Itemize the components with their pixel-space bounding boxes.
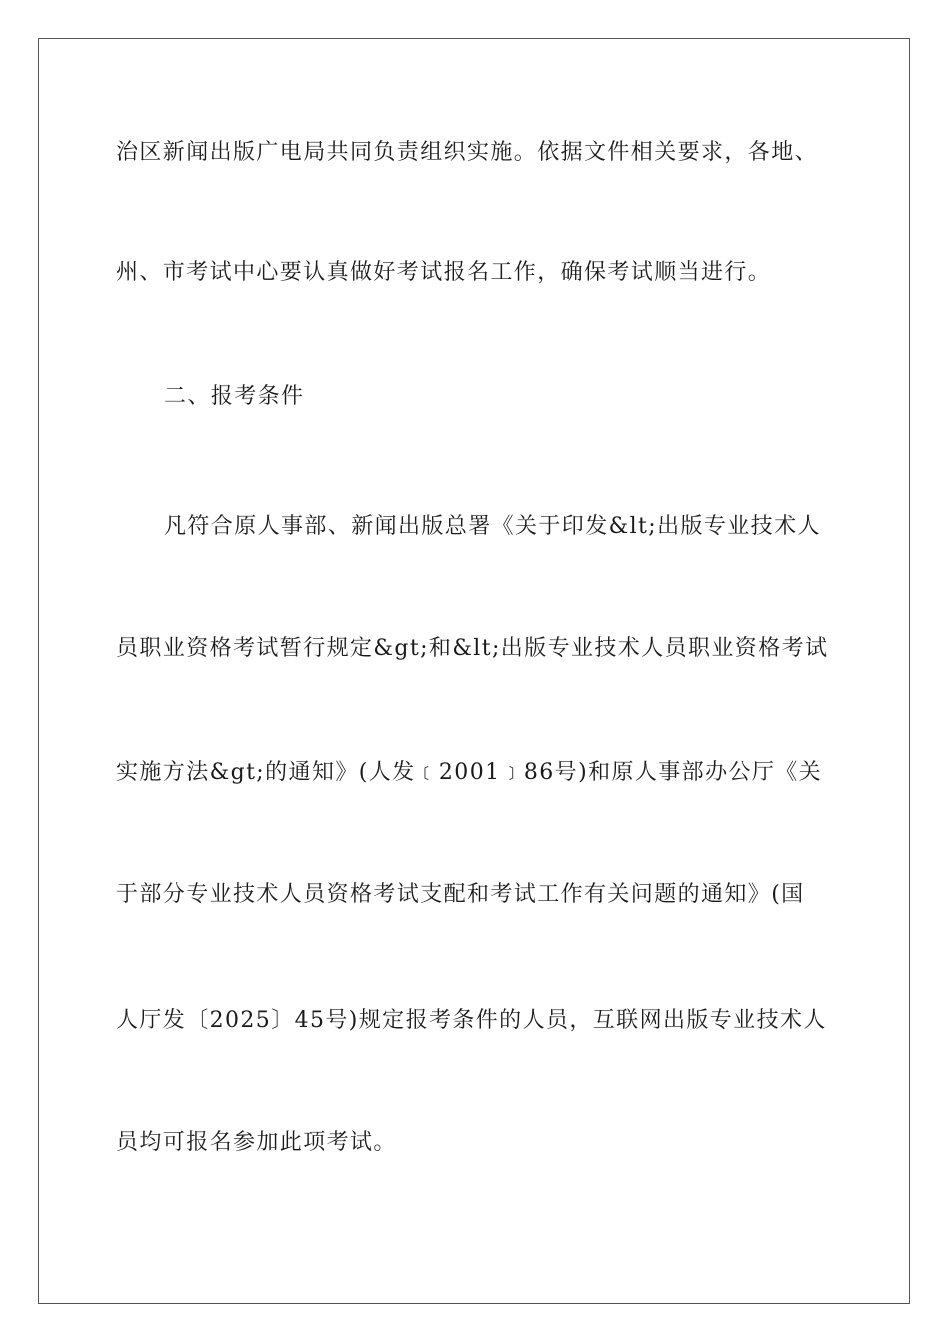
paragraph-line-3: 凡符合原人事部、新闻出版总署《关于印发&lt;出版专业技术人 xyxy=(164,514,821,539)
paragraph-line-2: 州、市考试中心要认真做好考试报名工作，确保考试顺当进行。 xyxy=(116,260,772,285)
paragraph-line-7: 人厅发〔2025〕45号)规定报考条件的人员，互联网出版专业技术人 xyxy=(116,1008,827,1033)
paragraph-line-8: 员均可报名参加此项考试。 xyxy=(116,1130,397,1155)
paragraph-line-4: 员职业资格考试暂行规定&gt;和&lt;出版专业技术人员职业资格考试 xyxy=(116,636,829,661)
page-border xyxy=(38,38,910,1304)
section-heading: 二、报考条件 xyxy=(164,384,305,409)
paragraph-line-1: 治区新闻出版广电局共同负责组织实施。依据文件相关要求，各地、 xyxy=(116,140,819,165)
paragraph-line-6: 于部分专业技术人员资格考试支配和考试工作有关问题的通知》(国 xyxy=(116,882,805,907)
paragraph-line-5: 实施方法&gt;的通知》(人发﹝2001﹞86号)和原人事部办公厅《关 xyxy=(116,760,823,785)
